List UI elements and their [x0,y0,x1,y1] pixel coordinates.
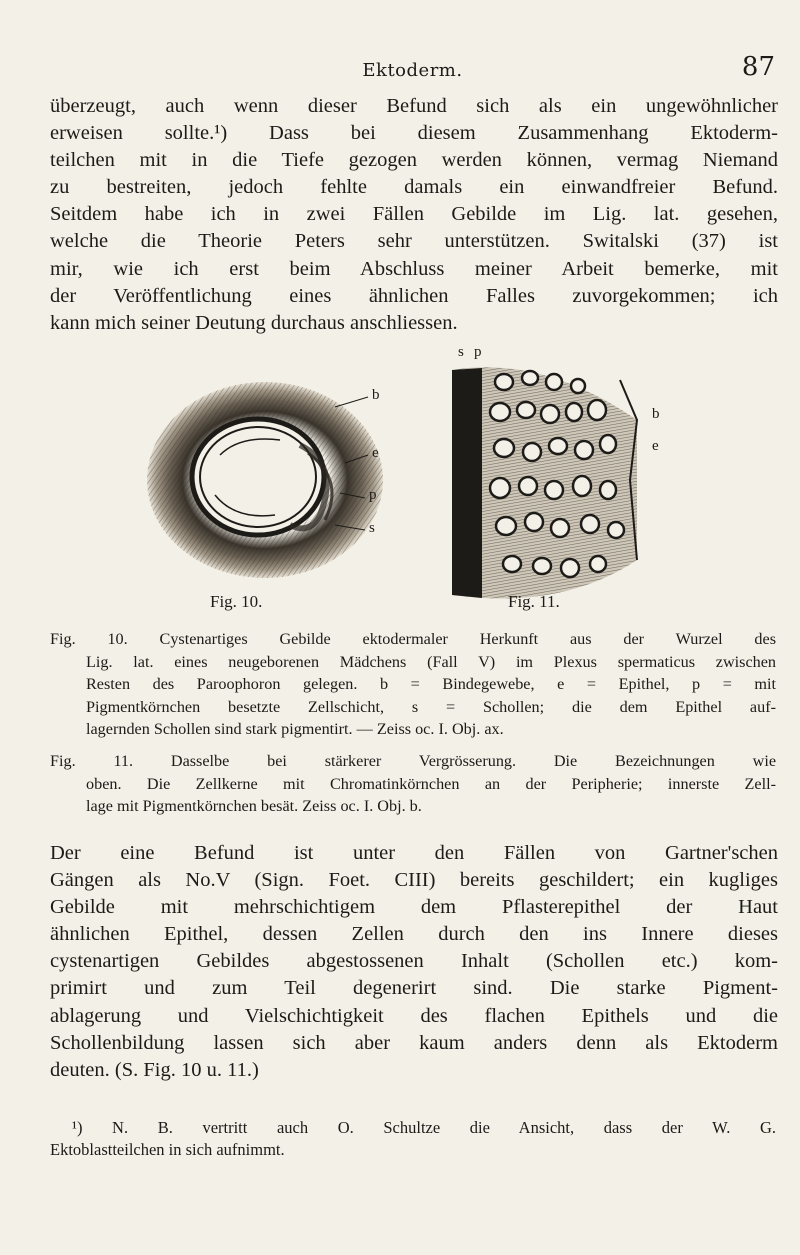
caption-line: Fig. 11. Dasselbe bei stärkerer Vergrösserung. Die Bezeichnungen wie [50,752,776,770]
page-number: 87 [741,52,775,82]
figure-11-illustration [430,344,670,600]
text-line: Schollenbildung lassen sich aber kaum anders denn als Ektoderm [50,1031,778,1054]
epithelium-drawing [442,360,642,600]
figure-11-letter-b: b [652,406,660,422]
text-line: der Veröffentlichung eines ähnlichen Falles zuvorgekommen; ich [50,284,778,307]
text-line: Gängen als No.V (Sign. Foet. CIII) bereits geschildert; ein kugliges [50,869,778,892]
figure-10-letter-b: b [372,387,380,403]
text-line: deuten. (S. Fig. 10 u. 11.) [50,1058,259,1081]
caption-line: Pigmentkörnchen besetzte Zellschicht, s = Schollen; die dem Epithel auf- [86,697,776,716]
footnote [50,1117,776,1161]
text-line: welche die Theorie Peters sehr unterstützen. Switalski (37) ist [50,230,778,253]
caption-line: Lig. lat. eines neugeborenen Mädchens (Fall V) im Plexus spermaticus zwischen [86,652,776,671]
caption-line: Resten des Paroophoron gelegen. b = Bindegewebe, e = Epithel, p = mit [86,675,776,693]
figure-11-label: Fig. 11. [508,592,560,611]
text-line: erweisen sollte.¹) Dass bei diesem Zusammenhang Ektoderm- [50,122,778,145]
text-line: teilchen mit in die Tiefe gezogen werden können, vermag Niemand [50,149,778,172]
text-line: Gebilde mit mehrschichtigem dem Pflasterepithel der Haut [50,896,778,919]
figure-10-letter-s: s [369,520,375,536]
figure-11-letter-s: s [458,344,464,360]
figure-10-illustration [140,375,410,585]
figure-10-label: Fig. 10. [210,592,263,611]
figure-11-caption [50,750,776,818]
text-line: Der eine Befund ist unter den Fällen von Gartner'schen [50,842,778,864]
figure-10-letter-p: p [369,487,377,503]
figure-10-caption [50,628,776,741]
text-line: kann mich seiner Deutung durchaus anschliessen. [50,311,458,334]
footnote-line: Ektoblastteilchen in sich aufnimmt. [50,1140,285,1159]
text-line: mir, wie ich erst beim Abschluss meiner Arbeit bemerke, mit [50,257,778,280]
caption-line: lagernden Schollen sind stark pigmentirt. — Zeiss oc. I. Obj. ax. [86,720,504,738]
figure-11-letter-e: e [652,438,659,454]
text-line: cystenartigen Gebildes abgestossenen Inhalt (Schollen etc.) kom- [50,950,778,973]
caption-line: lage mit Pigmentkörnchen besät. Zeiss oc. I. Obj. b. [86,797,422,815]
text-line: Seitdem habe ich in zwei Fällen Gebilde im Lig. lat. gesehen, [50,203,778,226]
text-line: zu bestreiten, jedoch fehlte damals ein einwandfreier Befund. [50,176,778,199]
caption-line: oben. Die Zellkerne mit Chromatinkörnchen an der Peripherie; innerste Zell- [86,774,776,793]
paragraph-findings [50,840,778,1084]
figure-10-letter-e: e [372,445,379,461]
text-line: ähnlichen Epithel, dessen Zellen durch den ins Innere dieses [50,923,778,946]
page-header [50,52,775,84]
text-line: primirt und zum Teil degenerirt sind. Die starke Pigment- [50,977,778,1000]
running-title: Ektoderm. [362,60,463,81]
text-line: überzeugt, auch wenn dieser Befund sich als ein ungewöhnlicher [50,95,778,117]
footnote-line: ¹) N. B. vertritt auch O. Schultze die Ansicht, dass der W. G. [72,1118,776,1137]
cyst-drawing [140,375,410,585]
figure-panel [140,344,760,615]
figure-11-letter-p: p [474,344,482,360]
paragraph-intro [50,93,778,337]
caption-line: Fig. 10. Cystenartiges Gebilde ektodermaler Herkunft aus der Wurzel des [50,630,776,648]
text-line: ablagerung und Vielschichtigkeit des flachen Epithels und die [50,1004,778,1027]
